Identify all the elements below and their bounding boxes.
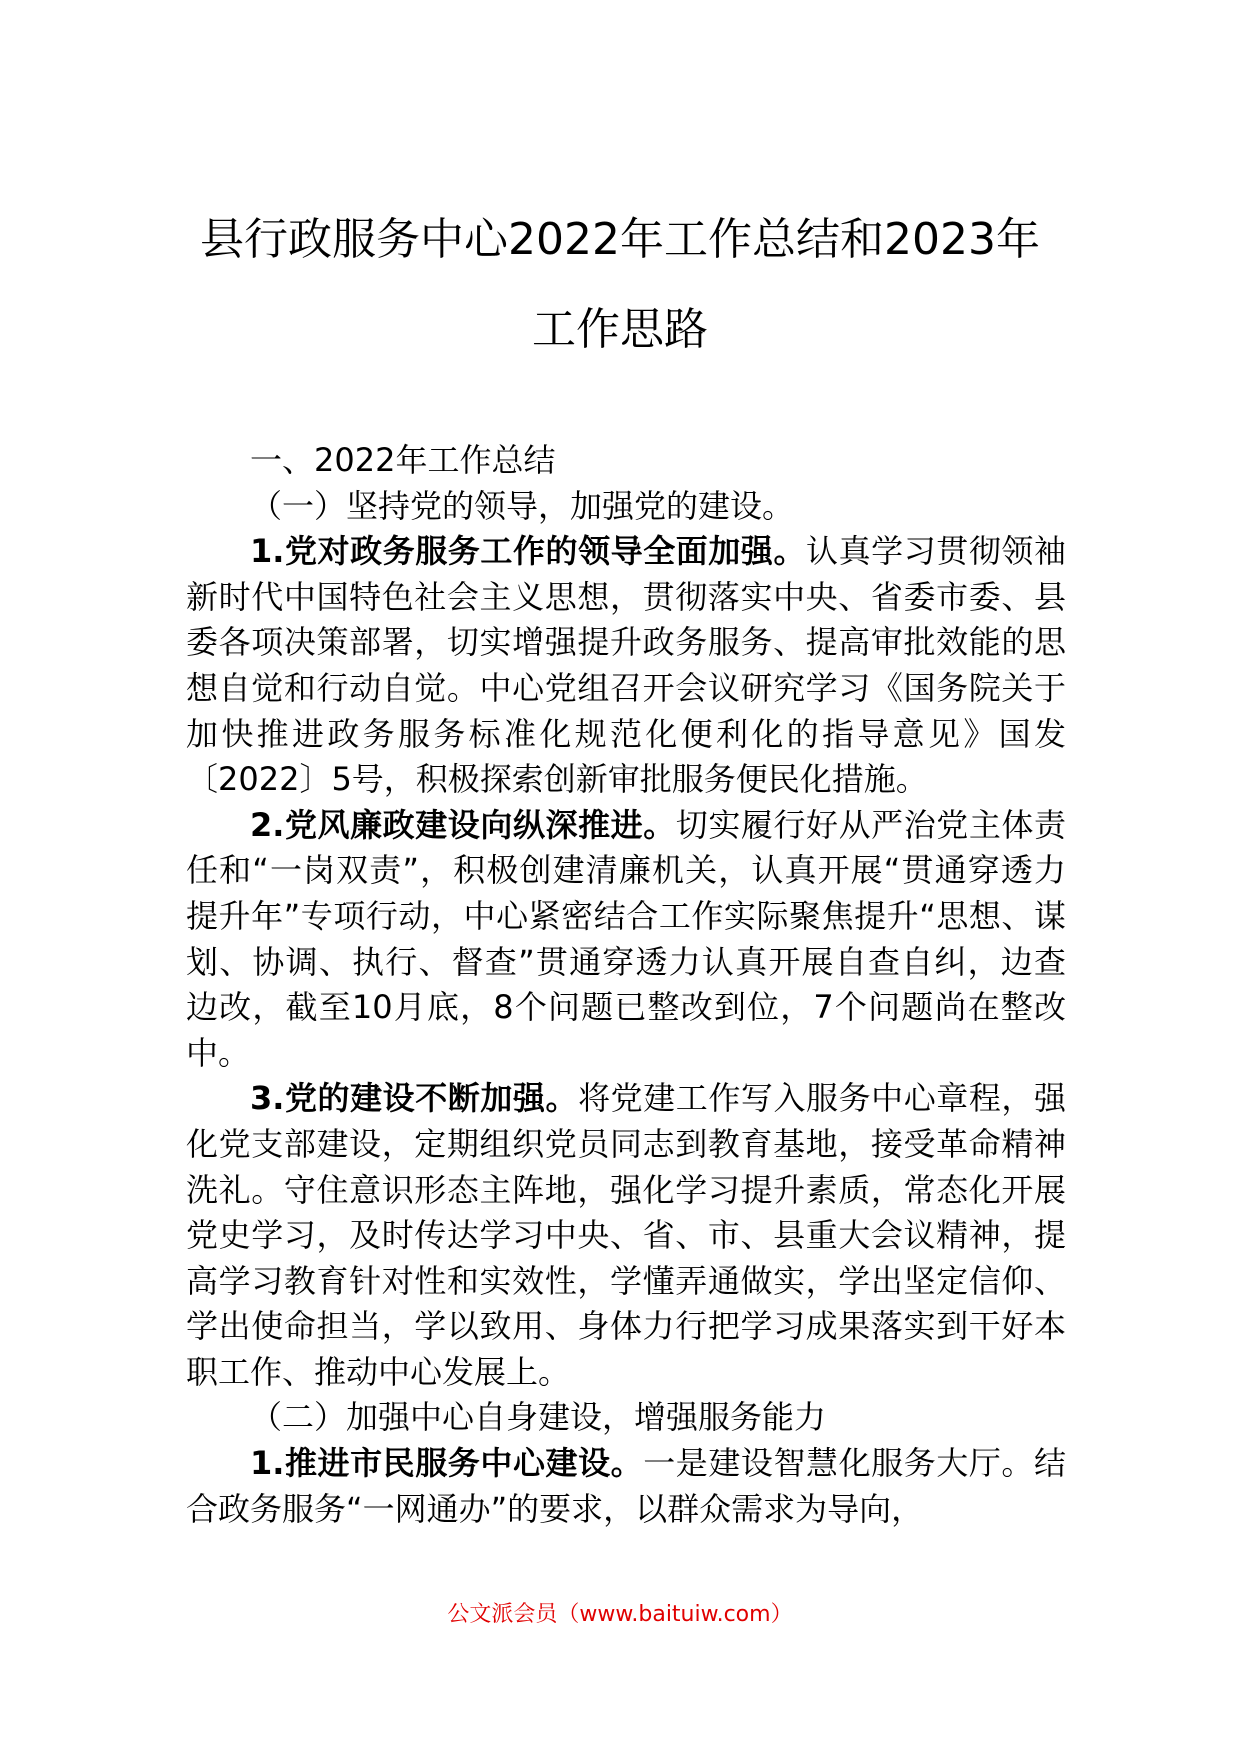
title-line-2: 工作思路 <box>532 304 708 355</box>
paragraph-3-head: 3.党的建设不断加强。 <box>250 1079 579 1118</box>
paragraph-2-head: 2.党风廉政建设向纵深推进。 <box>250 805 676 844</box>
paragraph-2-text: 切实履行好从严治党主体责任和“一岗双责”，积极创建清廉机关，认真开展“贯通穿透力提升年”专项行动，中心紧密结合工作实际聚焦提升“思想、谋划、协调、执行、督查”贯通穿透力认真开展自查自纠，边查边改，截至10月底，8个问题已整改到位，7个问题尚在整改中。 <box>186 805 1066 1072</box>
paragraph-3 <box>186 1076 1066 1395</box>
paragraph-1-text: 认真学习贯彻领袖新时代中国特色社会主义思想，贯彻落实中央、省委市委、县委各项决策部署，切实增强提升政务服务、提高审批效能的思想自觉和行动自觉。中心党组召开会议研究学习《国务院关于加快推进政务服务标准化规范化便利化的指导意见》国发〔2022〕5号，积极探索创新审批服务便民化措施。 <box>186 532 1066 799</box>
paragraph-3-text: 将党建工作写入服务中心章程，强化党支部建设，定期组织党员同志到教育基地，接受革命精神洗礼。守住意识形态主阵地，强化学习提升素质，常态化开展党史学习，及时传达学习中央、省、市、县重大会议精神，提高学习教育针对性和实效性，学懂弄通做实，学出坚定信仰、学出使命担当，学以致用、身体力行把学习成果落实到干好本职工作、推动中心发展上。 <box>186 1079 1066 1391</box>
paragraph-2 <box>186 803 1066 1077</box>
document-body <box>186 438 1066 1532</box>
paragraph-4 <box>186 1441 1066 1532</box>
footer-watermark: 公文派会员（www.baituiw.com） <box>447 1602 793 1627</box>
paragraph-4-text: 一是建设智慧化服务大厅。结合政务服务“一网通办”的要求，以群众需求为导向， <box>186 1444 1066 1528</box>
subsection-heading-1: （一）坚持党的领导，加强党的建设。 <box>250 486 795 525</box>
paragraph-4-head: 1.推进市民服务中心建设。 <box>250 1444 644 1483</box>
document-title <box>150 195 1090 375</box>
section-heading: 一、2022年工作总结 <box>250 441 556 479</box>
subsection-heading-2: （二）加强中心自身建设，增强服务能力 <box>250 1398 827 1437</box>
title-line-1: 县行政服务中心2022年工作总结和2023年 <box>200 214 1040 265</box>
paragraph-1-head: 1.党对政务服务工作的领导全面加强。 <box>250 532 807 571</box>
paragraph-1 <box>186 529 1066 803</box>
